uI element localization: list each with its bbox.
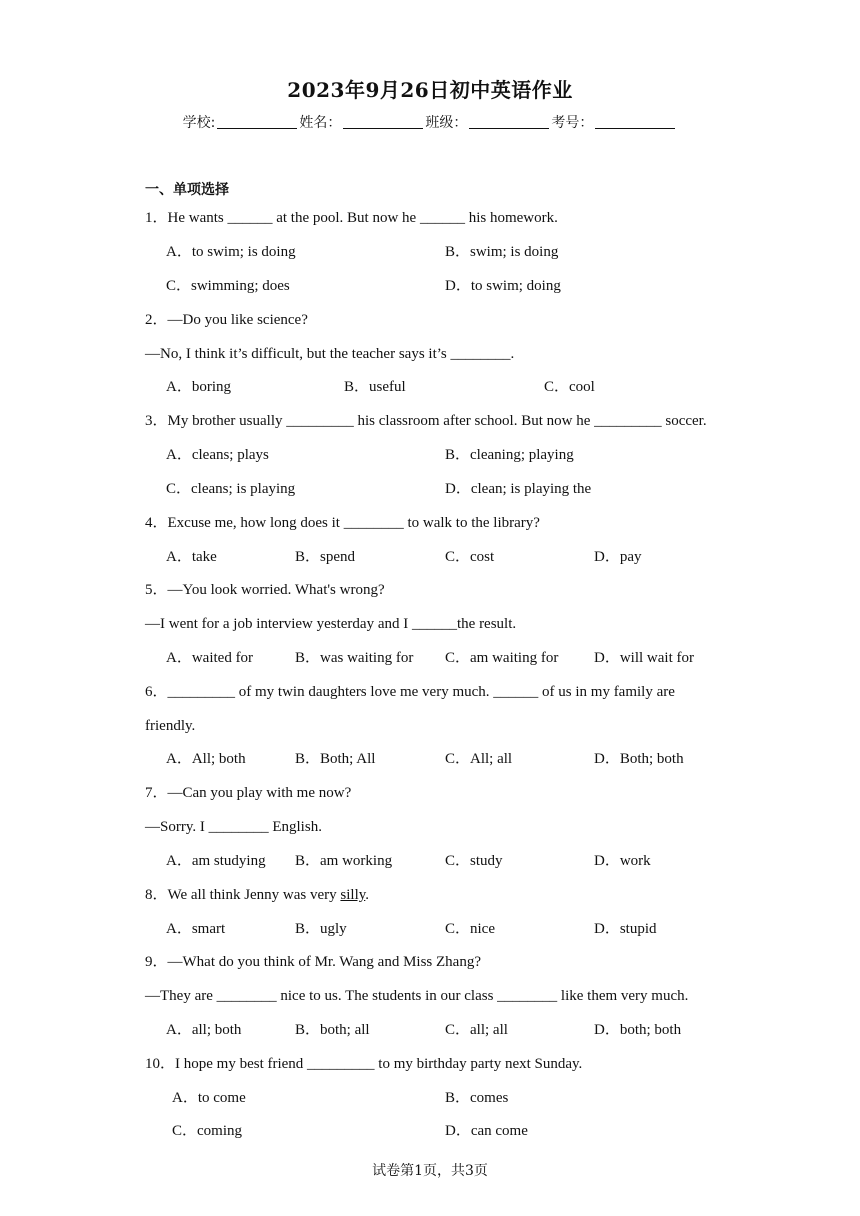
question-10-stem: 10．I hope my best friend _________ to my birthday party next Sunday. (145, 1056, 583, 1072)
number-blank[interactable] (595, 114, 675, 129)
question-4-stem: 4．Excuse me, how long does it ________ to walk to the library? (145, 515, 540, 531)
question-2-option-b[interactable]: B．useful (344, 379, 406, 395)
question-6-option-d[interactable]: D．Both; both (594, 751, 684, 767)
question-5-option-a[interactable]: A．waited for (166, 650, 254, 666)
question-6-option-b[interactable]: B．Both; All (295, 751, 376, 767)
question-1-stem: 1．He wants ______ at the pool. But now he ______ his homework. (145, 210, 558, 226)
question-8-stem-text: 8．We all think Jenny was very (145, 887, 341, 903)
name-blank[interactable] (343, 114, 423, 129)
question-8-option-c[interactable]: C．nice (445, 921, 495, 937)
question-2-stem-line-2: —No, I think it’s difficult, but the teacher says it’s ________. (145, 346, 515, 362)
question-2-option-a[interactable]: A．boring (166, 379, 231, 395)
question-10-option-b[interactable]: B．comes (445, 1090, 509, 1106)
question-7-stem-line-2: —Sorry. I ________ English. (145, 819, 322, 835)
section-heading: 一、单项选择 (145, 182, 229, 198)
question-7-stem: 7．—Can you play with me now? (145, 785, 352, 801)
question-10-option-c[interactable]: C．coming (172, 1123, 242, 1139)
question-9-stem: 9．—What do you think of Mr. Wang and Miss Zhang? (145, 954, 481, 970)
question-4-option-a[interactable]: A．take (166, 549, 217, 565)
question-9-option-a[interactable]: A．all; both (166, 1022, 242, 1038)
school-label: 学校: (182, 115, 216, 131)
question-6-option-c[interactable]: C．All; all (445, 751, 513, 767)
question-3-option-d[interactable]: D．clean; is playing the (445, 481, 592, 497)
class-label: 班级： (425, 115, 468, 131)
question-8-stem-end: . (365, 887, 370, 903)
question-10-option-a[interactable]: A．to come (172, 1090, 246, 1106)
question-7-option-c[interactable]: C．study (445, 853, 503, 869)
question-6-stem-line-2: friendly. (145, 718, 196, 734)
question-7-option-a[interactable]: A．am studying (166, 853, 266, 869)
question-3-option-b[interactable]: B．cleaning; playing (445, 447, 574, 463)
question-2-stem: 2．—Do you like science? (145, 312, 308, 328)
question-3-option-c[interactable]: C．cleans; is playing (166, 481, 296, 497)
number-label: 考号： (551, 115, 594, 131)
question-9-stem-line-2: —They are ________ nice to us. The students in our class ________ like them very much. (145, 988, 689, 1004)
question-8-option-d[interactable]: D．stupid (594, 921, 657, 937)
page-title: 2023年9月26日初中英语作业 (287, 78, 573, 102)
question-7-option-d[interactable]: D．work (594, 853, 651, 869)
question-9-option-b[interactable]: B．both; all (295, 1022, 370, 1038)
question-1-option-b[interactable]: B．swim; is doing (445, 244, 559, 260)
question-7-option-b[interactable]: B．am working (295, 853, 393, 869)
question-5-stem-line-2: —I went for a job interview yesterday and I ______the result. (145, 616, 517, 632)
underlined-word: silly (340, 887, 366, 903)
question-3-stem: 3．My brother usually _________ his classroom after school. But now he _________ soccer. (145, 413, 707, 429)
page-footer: 试卷第1页，共3页 (372, 1163, 488, 1179)
class-blank[interactable] (469, 114, 549, 129)
question-5-option-b[interactable]: B．was waiting for (295, 650, 414, 666)
school-blank[interactable] (217, 114, 297, 129)
question-1-option-c[interactable]: C．swimming; does (166, 278, 290, 294)
question-9-option-c[interactable]: C．all; all (445, 1022, 508, 1038)
student-info-line (0, 112, 860, 132)
question-4-option-d[interactable]: D．pay (594, 549, 642, 565)
question-6-option-a[interactable]: A．All; both (166, 751, 246, 767)
question-10-option-d[interactable]: D．can come (445, 1123, 528, 1139)
question-9-option-d[interactable]: D．both; both (594, 1022, 682, 1038)
question-6-stem: 6．_________ of my twin daughters love me very much. ______ of us in my family are (145, 684, 675, 700)
question-8-stem (145, 886, 745, 904)
question-1-option-d[interactable]: D．to swim; doing (445, 278, 561, 294)
question-5-stem: 5．—You look worried. What's wrong? (145, 582, 385, 598)
question-3-option-a[interactable]: A．cleans; plays (166, 447, 269, 463)
question-8-option-b[interactable]: B．ugly (295, 921, 347, 937)
question-1-option-a[interactable]: A．to swim; is doing (166, 244, 296, 260)
question-4-option-b[interactable]: B．spend (295, 549, 356, 565)
question-4-option-c[interactable]: C．cost (445, 549, 495, 565)
question-5-option-c[interactable]: C．am waiting for (445, 650, 559, 666)
question-5-option-d[interactable]: D．will wait for (594, 650, 694, 666)
name-label: 姓名： (299, 115, 342, 131)
question-2-option-c[interactable]: C．cool (544, 379, 595, 395)
question-8-option-a[interactable]: A．smart (166, 921, 226, 937)
